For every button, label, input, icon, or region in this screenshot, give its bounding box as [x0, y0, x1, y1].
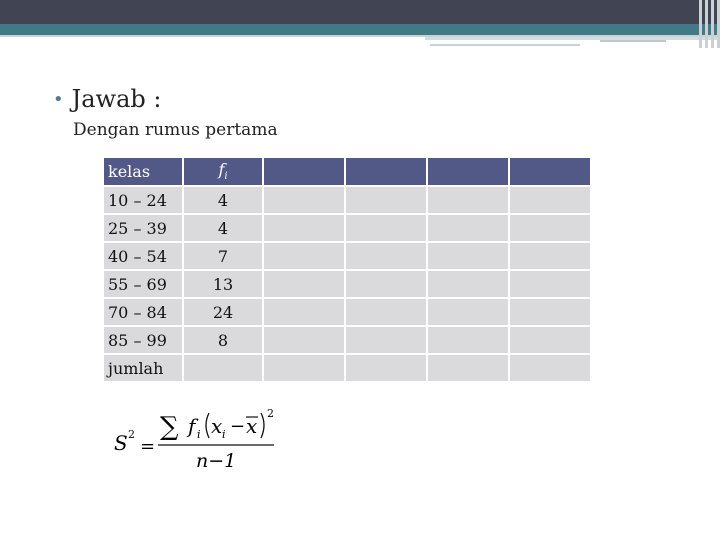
cell-fi: 4: [184, 215, 262, 241]
variance-formula: [112, 405, 282, 475]
header-empty: [510, 158, 590, 185]
table-header-row: [104, 158, 590, 185]
table-row: [104, 187, 590, 213]
corner-decoration: [680, 0, 720, 48]
cell-empty: [428, 187, 508, 213]
cell-kelas: 25 – 39: [104, 215, 182, 241]
paren-left: [206, 413, 209, 438]
cell-empty: [346, 187, 426, 213]
cell-empty: [346, 327, 426, 353]
cell-empty: [510, 271, 590, 297]
decor-line: [600, 40, 666, 42]
cell-kelas: 55 – 69: [104, 271, 182, 297]
cell-fi: 7: [184, 243, 262, 269]
cell-empty: [510, 327, 590, 353]
cell-empty: [428, 327, 508, 353]
header-empty: [264, 158, 344, 185]
formula-paren-power: 2: [267, 407, 274, 420]
cell-jumlah: jumlah: [104, 355, 182, 381]
cell-empty: [428, 243, 508, 269]
cell-fi: [184, 355, 262, 381]
formula-denominator: n−1: [196, 450, 237, 472]
cell-empty: [428, 355, 508, 381]
slide-heading: [53, 85, 161, 113]
cell-empty: [264, 187, 344, 213]
cell-kelas: 40 – 54: [104, 243, 182, 269]
decor-line: [425, 37, 720, 40]
cell-empty: [510, 187, 590, 213]
cell-empty: [346, 299, 426, 325]
table-row: [104, 327, 590, 353]
cell-fi: 8: [184, 327, 262, 353]
heading-text: Jawab :: [71, 85, 162, 113]
top-banner: [0, 0, 720, 24]
table-row: [104, 243, 590, 269]
cell-empty: [428, 299, 508, 325]
cell-empty: [346, 355, 426, 381]
cell-kelas: 70 – 84: [104, 299, 182, 325]
cell-fi: 4: [184, 187, 262, 213]
decor-line: [430, 44, 580, 46]
cell-empty: [346, 215, 426, 241]
cell-empty: [346, 243, 426, 269]
header-empty: [346, 158, 426, 185]
cell-empty: [346, 271, 426, 297]
subtitle: Dengan rumus pertama: [73, 120, 278, 140]
header-kelas: kelas: [104, 158, 182, 185]
bullet-icon: •: [53, 88, 64, 110]
cell-empty: [428, 271, 508, 297]
cell-empty: [264, 215, 344, 241]
formula-lhs: S: [114, 431, 128, 455]
formula-minus: −: [230, 416, 246, 437]
formula-power: 2: [128, 428, 135, 441]
cell-empty: [510, 355, 590, 381]
table-row: [104, 271, 590, 297]
header-fi: $f_i$: [184, 158, 262, 185]
formula-x: x: [211, 414, 223, 438]
cell-empty: [510, 299, 590, 325]
frequency-table: [102, 156, 592, 383]
cell-empty: [510, 243, 590, 269]
cell-fi: 13: [184, 271, 262, 297]
formula-sigma: ∑: [160, 412, 179, 442]
table-row: [104, 215, 590, 241]
formula-equals: =: [140, 436, 156, 457]
cell-empty: [264, 299, 344, 325]
cell-empty: [428, 215, 508, 241]
cell-empty: [264, 355, 344, 381]
formula-f-sub: i: [197, 428, 201, 441]
teal-stripe: [0, 24, 720, 35]
cell-empty: [510, 215, 590, 241]
cell-kelas: 85 – 99: [104, 327, 182, 353]
cell-empty: [264, 243, 344, 269]
cell-kelas: 10 – 24: [104, 187, 182, 213]
formula-x-sub: i: [222, 428, 226, 441]
table-row-total: [104, 355, 590, 381]
table-row: [104, 299, 590, 325]
cell-fi: 24: [184, 299, 262, 325]
formula-xbar: x: [246, 414, 258, 438]
paren-right: [261, 413, 264, 438]
header-empty: [428, 158, 508, 185]
formula-f: f: [188, 414, 196, 438]
cell-empty: [264, 327, 344, 353]
cell-empty: [264, 271, 344, 297]
